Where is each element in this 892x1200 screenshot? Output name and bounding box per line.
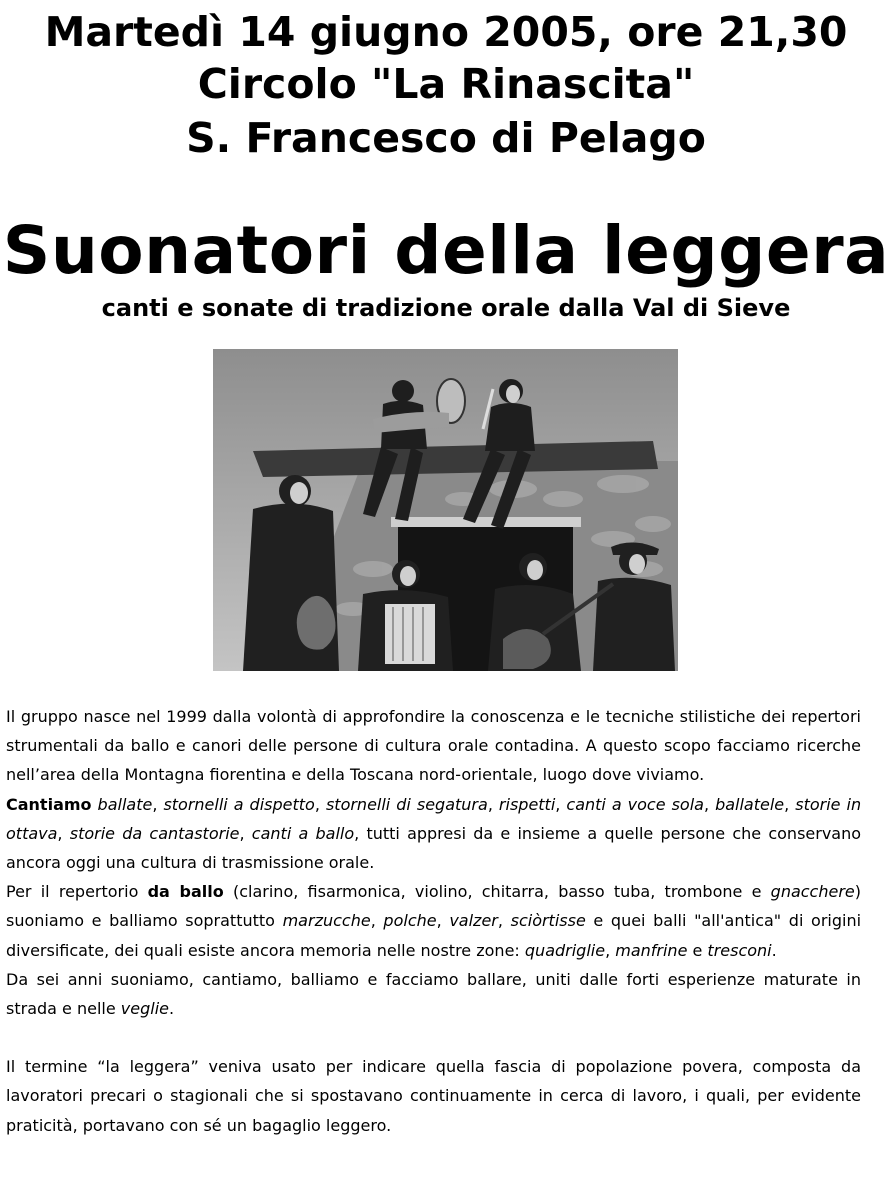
page-subtitle: canti e sonate di tradizione orale dalla Val di Sieve: [101, 294, 791, 322]
paragraph-origin: Il gruppo nasce nel 1999 dalla volontà di approfondire la conoscenza e le tecniche stilistiche dei repertori strumentali da ballo e canori delle persone di cultura orale contadina. A questo scopo facciamo ricerche nell’area della Montagna fiorentina e della Toscana nord-orientale, luogo dove viviamo.: [6, 707, 861, 785]
event-date: Martedì 14 giugno 2005, ore 21,30: [44, 8, 848, 56]
band-photo-drawing: [213, 349, 678, 671]
paragraph-dance: Per il repertorio da ballo (clarino, fisarmonica, violino, chitarra, basso tuba, trombone e gnacchere) suoniamo e balliamo soprattutto marzucche, polche, valzer, sciòrtisse e quei balli "all'antica" di origini diversificate, dei quali esiste ancora memoria nelle nostre zone: quadriglie, manfrine e tresconi.: [6, 882, 862, 960]
paragraph-songs: Cantiamo ballate, stornelli a dispetto, stornelli di segatura, rispetti, canti a voce sola, ballatele, storie in ottava, storie da cantastorie, canti a ballo, tutti appresi da e insieme a quelle persone che conservano ancora oggi una cultura di trasmissione orale.: [6, 794, 862, 873]
band-photo: [213, 349, 678, 671]
event-place: S. Francesco di Pelago: [186, 114, 706, 162]
event-venue: Circolo "La Rinascita": [197, 60, 695, 108]
page-title: Suonatori della leggera: [2, 212, 890, 289]
paragraph-leggera: Il termine “la leggera” veniva usato per indicare quella fascia di popolazione povera, composta da lavoratori precari o stagionali che si spostavano continuamente in cerca di lavoro, i quali, per evidente praticità, portavano con sé un bagaglio leggero.: [6, 1057, 861, 1135]
paragraph-experience: Da sei anni suoniamo, cantiamo, balliamo e facciamo ballare, uniti dalle forti esperienze maturate in strada e nelle veglie.: [6, 969, 861, 1019]
body-text: [6, 702, 861, 1140]
